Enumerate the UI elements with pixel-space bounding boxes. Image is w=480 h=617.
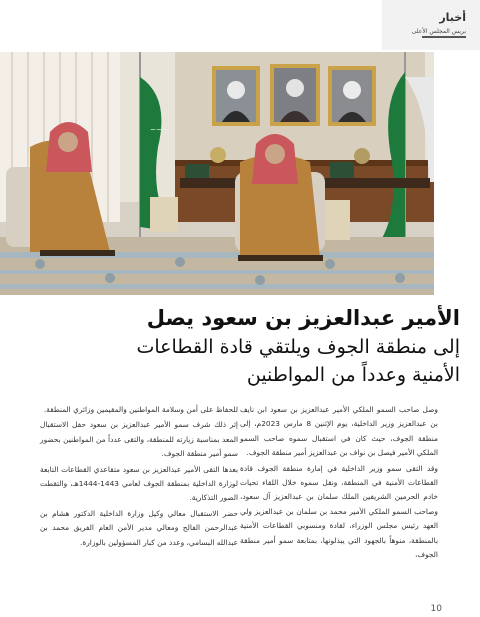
meeting-photo-illustration [0, 52, 434, 295]
svg-text:~~~: ~~~ [150, 126, 168, 134]
paragraph: حضر الاستقبال معالي وكيل وزارة الداخلية الدكتور هشام بن عبدالرحمن الفالح ومعالي مدير الأمن العام الفريق محمد بن عبدالله البسامي، وعدد من كبار المسؤولين بالوزارة. [40, 508, 238, 547]
section-title: أخبار [439, 11, 466, 24]
paragraph: للحفاظ على أمن وسلامة المواطنين والمقيمين وزائري المنطقة. [43, 405, 238, 414]
paragraph: بعدها التقى الأمير عبدالعزيز بن سعود متقاعدي القطاعات التابعة لوزارة الداخلية بمنطقة الجوف لعامي 1443-1444هـ، والتقطت الصور التذكارية. [40, 464, 238, 503]
meeting-photo [0, 52, 434, 295]
paragraph: وصل صاحب السمو الملكي الأمير عبدالعزيز بن سعود ابن نايف بن عبدالعزيز وزير الداخلية، يوم الإثنين 8 مارس 2023م، إلى منطقة الجوف، حيث كان في استقبال سموه صاحب السمو الملكي الأمير فيصل بن نواف بن عبدالعزيز أمير منطقة الجوف. [240, 405, 438, 458]
paragraph: وقد التقى سمو وزير الداخلية في إمارة منطقة الجوف قادة القطاعات الأمنية في المنطقة، ونقل سموه خلال اللقاء تحيات خادم الحرمين الشريفين الملك سلمان بن عبدالعزيز آل سعود، وصاحب السمو الملكي الأمير محمد بن سلمان بن عبدالعزيز ولي العهد رئيس مجلس الوزراء، لقادة ومنسوبي القطاعات الأمنية بالمنطقة، منوهاً بالجهود التي يبذلونها، بمتابعة سمو أمير منطقة الجوف، [240, 463, 438, 560]
paragraph: إثر ذلك شرف سمو الأمير عبدالعزيز بن سعود حفل الاستقبال المعد بمناسبة زيارته للمنطقة، والتقى عدداً من المواطنين بحضور سمو أمير منطقة الجوف. [40, 420, 238, 459]
headline-line-1: الأمير عبدالعزيز بن سعود يصل [146, 306, 460, 330]
article-column-left [40, 403, 238, 551]
article-column-right [240, 403, 438, 563]
section-subtitle: بريس المجلس الأعلى [411, 28, 466, 35]
headline-line-3: الأمنية وعدداً من المواطنين [246, 364, 460, 386]
section-underline [422, 36, 466, 38]
section-header-tab [382, 0, 480, 50]
article-headline [20, 303, 460, 389]
page-number: 10 [430, 604, 442, 614]
headline-line-2: إلى منطقة الجوف ويلتقي قادة القطاعات [136, 336, 460, 358]
